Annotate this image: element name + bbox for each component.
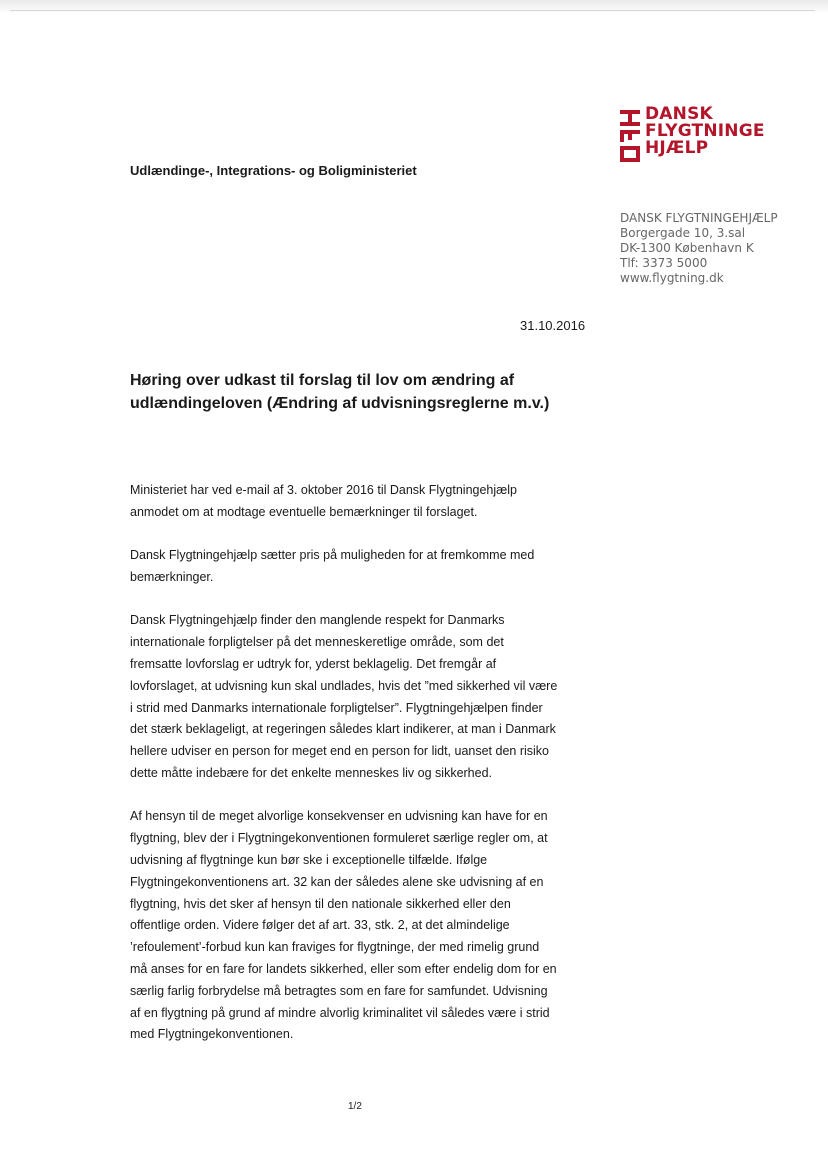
body-paragraph: Af hensyn til de meget alvorlige konsekvenser en udvisning kan have for en flygtning, blev der i Flygtningekonventionen formuleret særlige regler om, at udvisning af flygtninge kun bør ske i exceptionelle tilfælde. Ifølge Flygtningekonventionens art. 32 kan der således alene ske udvisning af en flygtning, hvis det sker af hensyn til den nationale sikkerhed eller den offentlige orden. Videre følger det af art. 33, stk. 2, at det almindelige ’refoulement’-forbud kun kan fraviges for flygtninge, der med rimelig grund må anses for en fare for landets sikkerhed, eller som efter endelig dom for en særlig farlig forbrydelse må betragtes som en fare for samfundet. Udvisning af en flygtning på grund af mindre alvorlig kriminalitet vil således være i strid med Flygtningekonventionen.: [130, 809, 557, 1042]
page-number: 1/2: [348, 1101, 362, 1112]
address-line: DK-1300 København K: [620, 241, 754, 255]
body-paragraph: Dansk Flygtningehjælp sætter pris på muligheden for at fremkomme med bemærkninger.: [130, 548, 535, 584]
logo-line: HJÆLP: [645, 138, 709, 158]
address-line: DANSK FLYGTNINGEHJÆLP: [620, 211, 778, 225]
subject-line: udlændingeloven (Ændring af udvisningsreglerne m.v.): [130, 395, 550, 412]
scan-edge: [0, 0, 828, 14]
subject-heading: [130, 369, 590, 415]
logo-wordmark: [645, 106, 765, 157]
body-paragraph: Ministeriet har ved e-mail af 3. oktober 2016 til Dansk Flygtningehjælp anmodet om at modtage eventuelle bemærkninger til forslaget.: [130, 483, 517, 519]
letter-body: [130, 480, 600, 1068]
subject-line: Høring over udkast til forslag til lov om ændring af: [130, 372, 515, 389]
sender-address: [620, 211, 778, 286]
body-paragraph: Dansk Flygtningehjælp finder den manglende respekt for Danmarks internationale forpligtelser på det menneskeretlige område, som det fremsatte lovforslag er udtryk for, yderst beklagelig. Det fremgår af lovforslaget, at udvisning kun skal undlades, hvis det ”med sikkerhed vil være i strid med Danmarks internationale forpligtelser”. Flygtningehjælpen finder det stærk beklageligt, at regeringen således klart indikerer, at man i Danmark hellere udviser en person for meget end en person for lidt, uanset den risiko dette måtte indebære for det enkelte menneskes liv og sikkerhed.: [130, 613, 558, 780]
dfh-logo: [620, 106, 770, 162]
recipient: Udlændinge-, Integrations- og Boligministeriet: [130, 163, 417, 178]
address-line: Borgergade 10, 3.sal: [620, 226, 746, 240]
logo-line: FLYGTNINGE: [645, 121, 765, 141]
logo-line: DANSK: [645, 104, 713, 124]
dfh-logo-mark-icon: [620, 110, 640, 162]
scan-line: [10, 10, 815, 11]
letter-date: 31.10.2016: [520, 318, 586, 333]
address-line: www.flygtning.dk: [620, 271, 724, 285]
address-line: Tlf: 3373 5000: [620, 256, 708, 270]
